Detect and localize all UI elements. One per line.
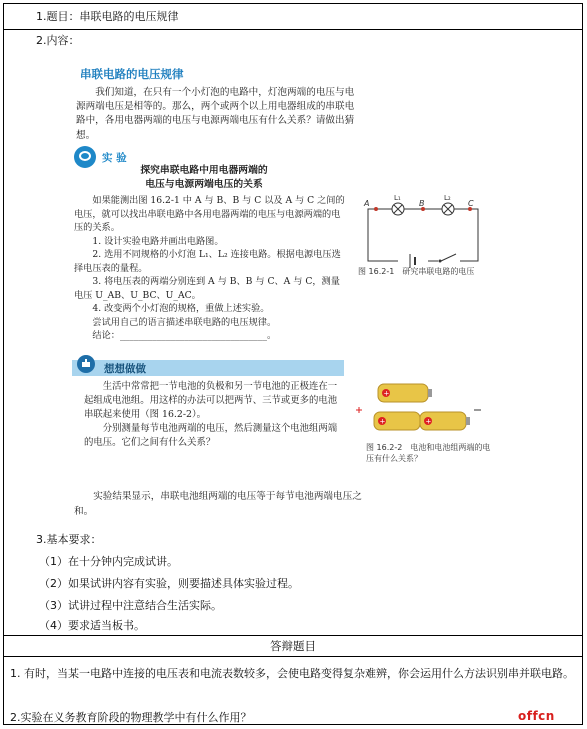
experiment-line: 如果能测出图 16.2-1 中 A 与 B、B 与 C 以及 A 与 C 之间的电压，就可以找出串联电路中各用电器两端的电压与电源两端的电压的关系。 [74, 195, 345, 233]
think-paragraph-2: 分别测量每节电池两端的电压，然后测量这个电池组两端的电压。它们之间有什么关系？ [84, 423, 338, 448]
debate-heading: 答辩题目 [270, 639, 316, 653]
circuit-caption: 图 16.2-1 研究串联电路的电压 [358, 267, 475, 276]
exam-sheet [3, 3, 583, 725]
circuit-label-a: A [364, 199, 370, 208]
svg-text:+: + [379, 417, 386, 426]
circuit-label-l2: L₂ [444, 194, 451, 202]
think-label: 想想做做 [104, 363, 146, 375]
circuit-label-c: C [468, 199, 474, 208]
experiment-line: 2. 选用不同规格的小灯泡 L₁、L₂ 连接电路。根据电源电压选择电压表的量程。 [74, 249, 341, 274]
think-paragraph-1: 生活中常常把一节电池的负极和另一节电池的正极连在一起组成电池组。用这样的办法可以把两节、三节或更多的电池串联起来使用（图 16.2-2）。 [84, 381, 338, 420]
requirement-item: （1）在十分钟内完成试讲。 [39, 555, 178, 568]
series-circuit-diagram [298, 194, 493, 269]
experiment-line: 结论：________________________________。 [92, 330, 277, 341]
svg-text:+: + [425, 417, 432, 426]
battery-figure [354, 380, 484, 444]
requirement-item: （4）要求适当板书。 [39, 619, 145, 632]
hand-icon [76, 354, 96, 374]
divider [4, 656, 582, 657]
experiment-line: 尝试用自己的语言描述串联电路的电压规律。 [92, 316, 277, 328]
requirement-item: （3）试讲过程中注意结合生活实际。 [39, 599, 222, 612]
result-paragraph: 实验结果显示，串联电池组两端的电压等于每节电池两端电压之和。 [74, 491, 362, 517]
experiment-title-line2: 电压与电源两端电压的关系 [145, 179, 263, 190]
divider [4, 635, 582, 636]
divider [4, 29, 582, 30]
circuit-label-b: B [419, 199, 425, 208]
requirement-item: （2）如果试讲内容有实验，则要描述具体实验过程。 [39, 577, 299, 590]
experiment-title-line1: 探究串联电路中用电器两端的 [140, 165, 268, 176]
experiment-label: 实 验 [102, 152, 127, 164]
section-title: 串联电路的电压规律 [80, 67, 184, 81]
content-line: 2.内容： [36, 34, 80, 47]
requirements-heading: 3.基本要求： [36, 533, 102, 546]
experiment-line: 3. 将电压表的两端分别连到 A 与 B、B 与 C、A 与 C，测量电压 U_AB、U_BC、U_AC。 [74, 276, 340, 301]
experiment-line: 1. 设计实验电路并画出电路图。 [92, 235, 224, 247]
experiment-icon [74, 146, 96, 168]
debate-question-1: 1. 有时，当某一电路中连接的电压表和电流表数较多，会使电路变得复杂难辨，你会运用什么方法识别串并联电路。 [10, 667, 574, 680]
debate-question-2: 2.实验在义务教育阶段的物理教学中有什么作用？ [10, 711, 252, 724]
topic-line: 1.题目：串联电路的电压规律 [36, 10, 179, 23]
circuit-label-l1: L₁ [394, 194, 401, 202]
intro-paragraph: 我们知道，在只有一个小灯泡的电路中，灯泡两端的电压与电源两端电压是相等的。那么，两个或两个以上用电器组成的串联电路中，各用电器两端的电压与电源两端电压有什么关系？请做出猜想。 [76, 87, 355, 141]
experiment-line: 4. 改变两个小灯泡的规格，重做上述实验。 [92, 303, 270, 314]
offcn-logo: offcn [518, 709, 555, 723]
svg-text:+: + [383, 389, 390, 398]
battery-caption: 图 16.2-2 电池和电池组两端的电压有什么关系？ [366, 443, 491, 463]
think-body [84, 380, 346, 450]
